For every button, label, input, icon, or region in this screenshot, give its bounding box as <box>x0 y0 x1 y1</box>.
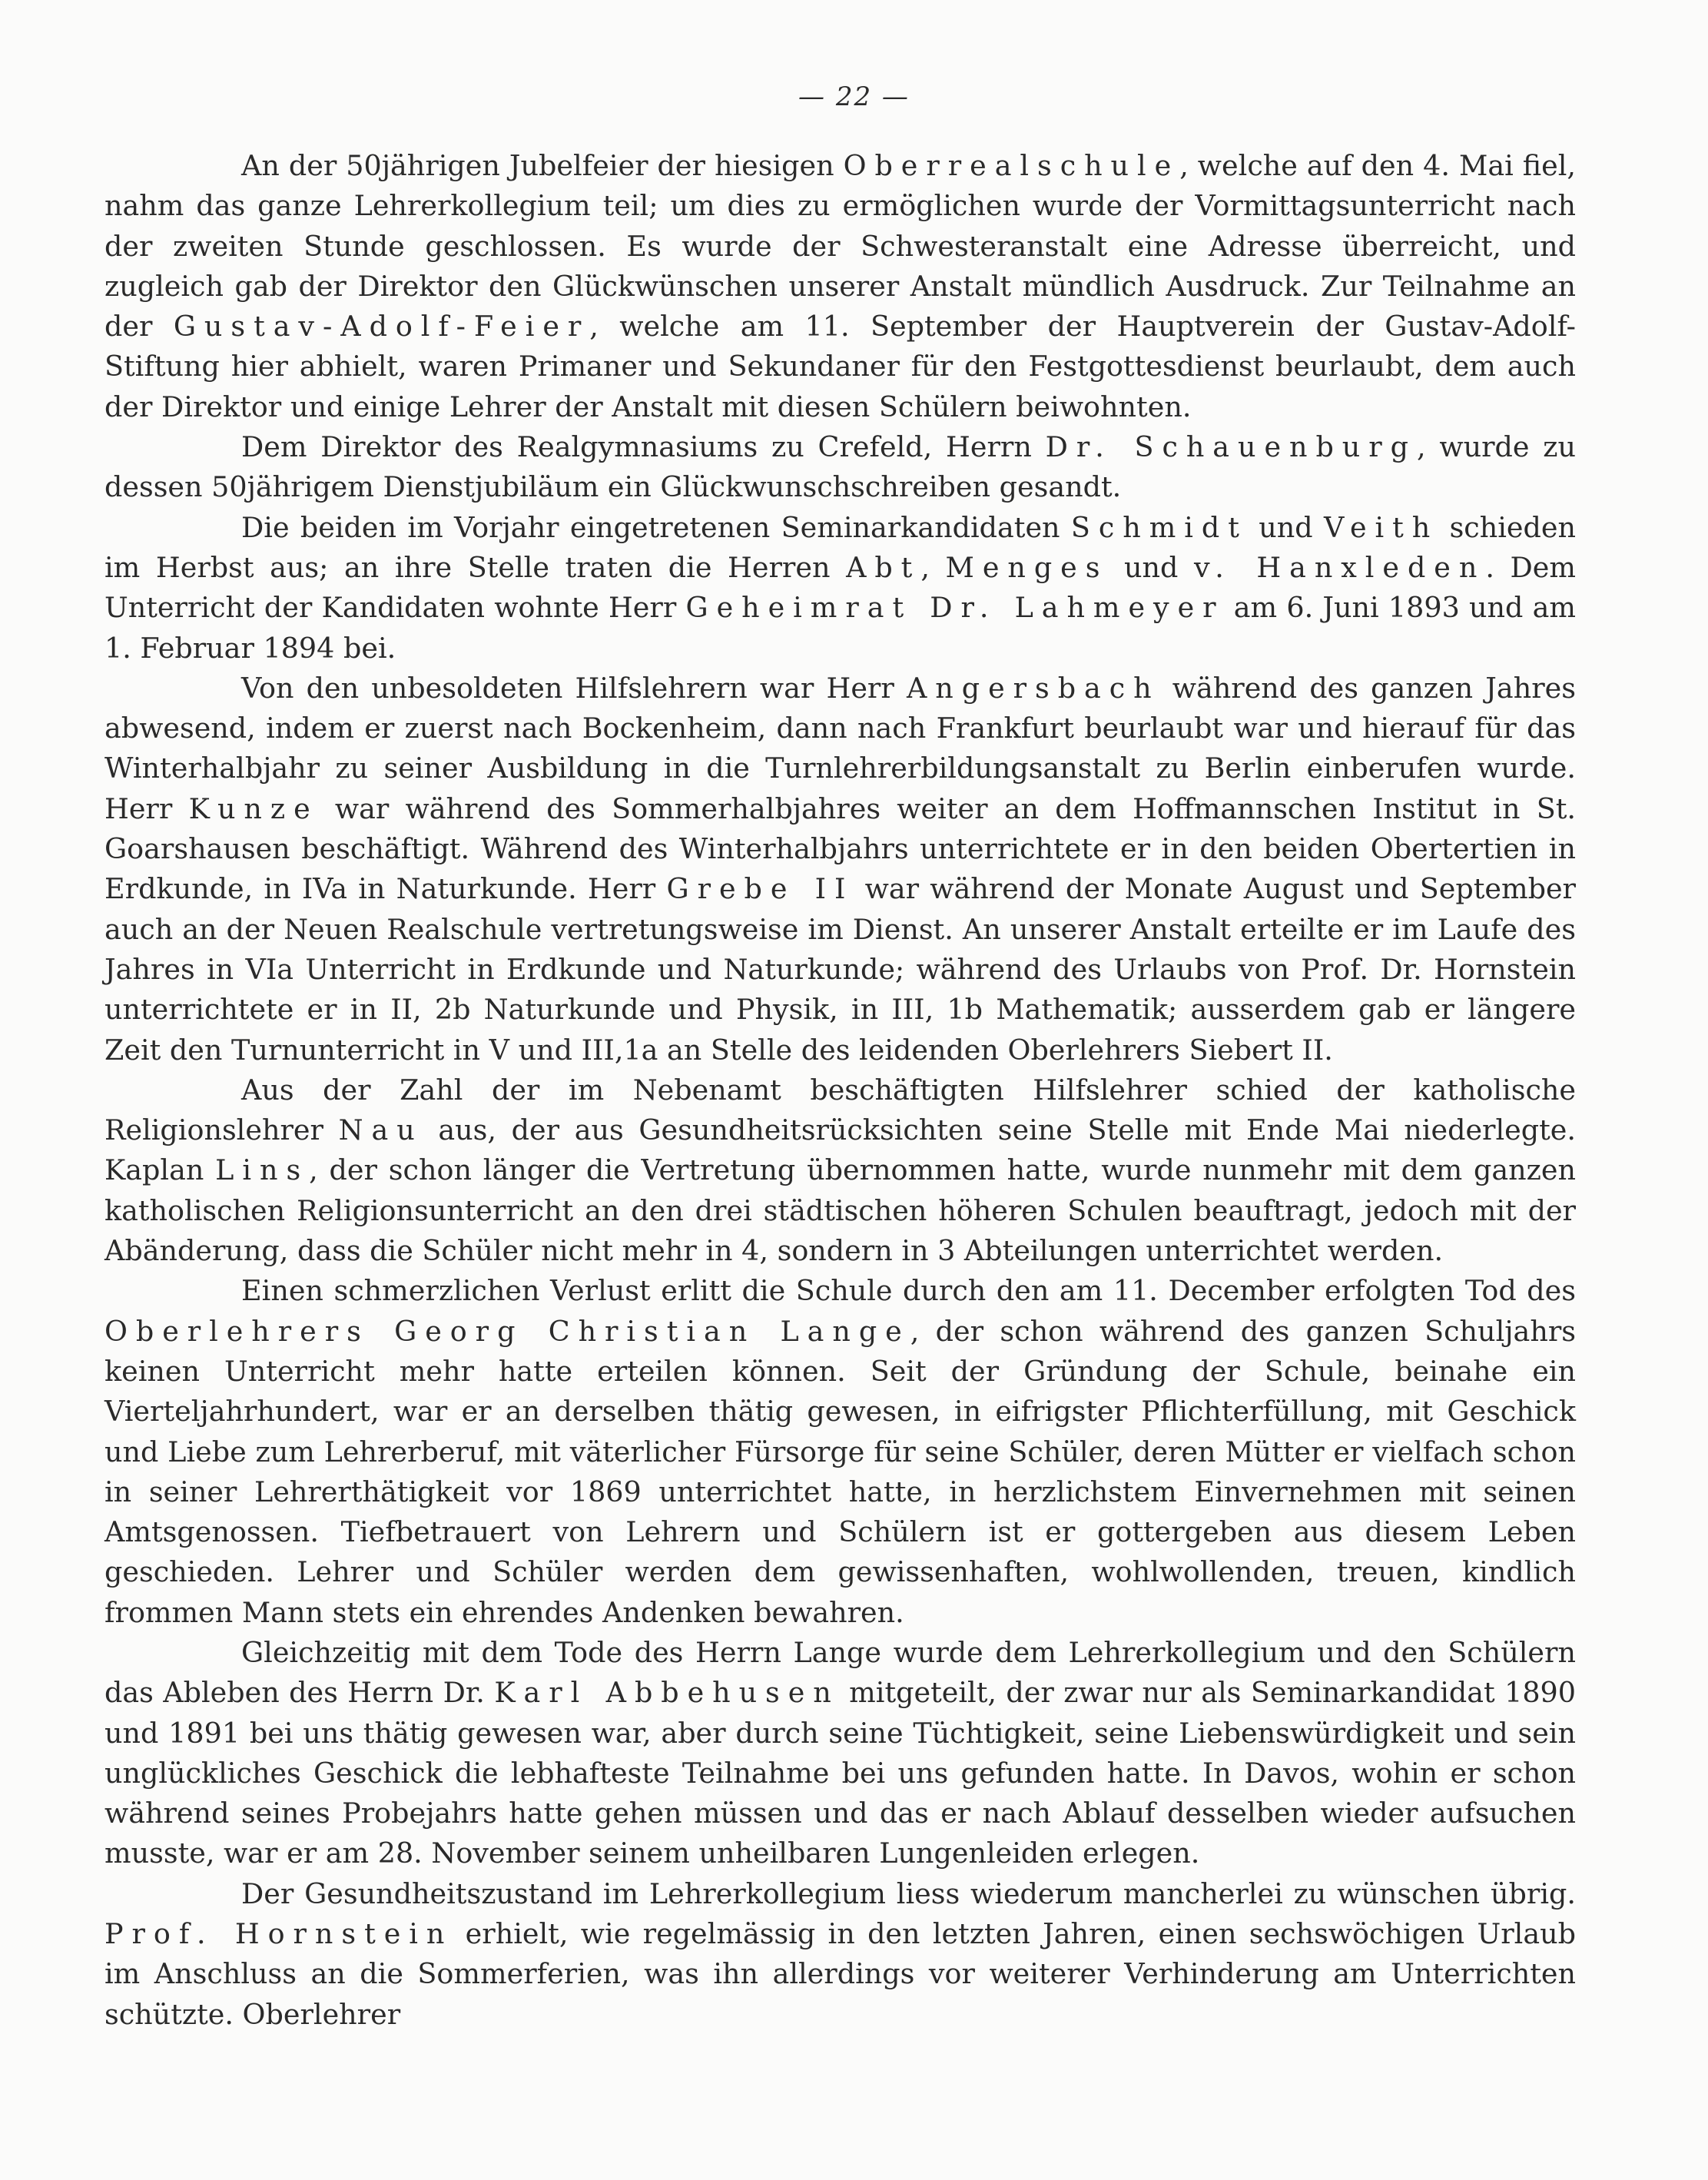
paragraph <box>104 427 1576 508</box>
text-segment: und <box>1247 510 1324 544</box>
text-segment: Der Gesundheitszustand im Lehrerkollegium liess wiederum mancherlei zu wünschen übrig. <box>241 1876 1576 1910</box>
paragraph <box>104 1633 1576 1874</box>
spaced-emphasis-text: Veith <box>1323 510 1439 544</box>
text-segment: erhielt, wie regelmässig in den letzten Jahren, einen sechswöchigen Urlaub im Anschluss an die Sommerferien, was ihn allerdings vor weiterer Verhinderung am Unterrichten schützte. Oberlehrer <box>104 1917 1576 2031</box>
text-segment: An der 50jährigen Jubelfeier der hiesigen <box>241 149 844 182</box>
text-segment: war während der Monate August und September auch an der Neuen Realschule vertretungsweise im Dienst. An unserer Anstalt erteilte er im Laufe des Jahres in VIa Unterricht in Erdkunde und Naturkunde; während des Urlaubs von Prof. Dr. Hornstein unterrichtete er in II, 2b Naturkunde und Physik, in III, 1b Mathematik; ausserdem gab er längere Zeit den Turnunterricht in V und III,1a an Stelle des leidenden Oberlehrers Siebert II. <box>104 872 1576 1067</box>
page-number: — 22 — <box>798 81 910 112</box>
text-segment: aus, der aus Gesundheitsrücksichten seine Stelle mit Ende Mai niederlegte. Kaplan <box>104 1113 1577 1187</box>
text-segment: , der schon während des ganzen Schuljahrs keinen Unterricht mehr hatte erteilen können. Seit der Gründung der Schule, beinahe ein Vierteljahrhundert, war er an derselben thätig gewesen, in eifrigster Pflichterfüllung, mit Geschick und Liebe zum Lehrerberuf, mit väterlicher Fürsorge für seine Schüler, deren Mütter er vielfach schon in seiner Lehrerthätigkeit vor 1869 unterrichtet hatte, in herzlichstem Einvernehmen mit seinen Amtsgenossen. Tiefbetrauert von Lehrern und Schülern ist er gottergeben aus diesem Leben geschieden. Lehrer und Schüler werden dem gewissenhaften, wohlwollenden, treuen, kindlich frommen Mann stets ein ehrendes Andenken bewahren. <box>104 1314 1577 1629</box>
text-segment: Aus der Zahl der im Nebenamt beschäftigten Hilfslehrer schied der katholische Religionslehrer <box>104 1073 1576 1147</box>
text-segment: war während des Sommerhalbjahres weiter an dem Hoffmannschen Institut in St. Goarshausen beschäftigt. Während des Winterhalbjahrs unterrichtete er in den beiden Obertertien in Erdkunde, in IVa in Naturkunde. Herr <box>104 791 1576 906</box>
paragraph <box>104 146 1576 427</box>
spaced-emphasis-text: Kunze <box>188 791 319 825</box>
spaced-emphasis-text: Oberrealschule <box>843 149 1180 182</box>
text-segment: schieden im Herbst aus; an ihre Stelle traten die Herren <box>104 510 1577 584</box>
text-segment: Von den unbesoldeten Hilfslehrern war Herr <box>241 671 907 705</box>
spaced-emphasis-text: Abt <box>846 550 921 584</box>
text-segment: , welche auf den 4. Mai fiel, nahm das ganze Lehrerkollegium teil; um dies zu ermöglichen wurde der Vormittagsunterricht nach der zweiten Stunde geschlossen. Es wurde der Schwesteranstalt eine Adresse überreicht, und zugleich gab der Direktor den Glückwünschen unserer Anstalt mündlich Ausdruck. Zur Teilnahme an der <box>104 149 1576 343</box>
spaced-emphasis-text: Grebe II <box>666 872 854 906</box>
paragraph <box>104 669 1576 1070</box>
spaced-emphasis-text: Prof. Hornstein <box>104 1917 453 1951</box>
text-segment: Dem Direktor des Realgymnasiums zu Crefeld, Herrn <box>241 430 1046 464</box>
spaced-emphasis-text: Dr. Schauenburg <box>1045 430 1417 464</box>
text-segment: , <box>920 550 946 584</box>
text-segment: und <box>1108 550 1194 584</box>
spaced-emphasis-text: Schmidt <box>1070 510 1248 544</box>
text-segment: am 6. Juni 1893 und am 1. Februar 1894 bei. <box>104 591 1576 665</box>
body-text <box>104 146 1576 2035</box>
text-segment: Gleichzeitig mit dem Tode des Herrn Lange wurde dem Lehrerkollegium und den Schülern das Ableben des Herrn Dr. <box>104 1635 1576 1710</box>
paragraph <box>104 1271 1576 1633</box>
text-segment: , welche am 11. September der Hauptverein der Gustav-Adolf-Stiftung hier abhielt, waren Primaner und Sekundaner für den Festgottesdienst beurlaubt, dem auch der Direktor und einige Lehrer der Anstalt mit diesen Schülern beiwohnten. <box>104 310 1576 423</box>
text-segment: Die beiden im Vorjahr eingetretenen Seminarkandidaten <box>241 510 1071 544</box>
spaced-emphasis-text: Angersbach <box>906 671 1160 705</box>
spaced-emphasis-text: Nau <box>338 1113 423 1147</box>
spaced-emphasis-text: v. Hanxleden <box>1193 550 1486 584</box>
spaced-emphasis-text: Geheimrat Dr. Lahmeyer <box>685 591 1225 625</box>
paragraph <box>104 1874 1576 2035</box>
text-segment: , wurde zu dessen 50jährigem Dienstjubiläum ein Glückwunschschreiben gesandt. <box>104 430 1576 504</box>
spaced-emphasis-text: Gustav-Adolf-Feier <box>173 310 590 343</box>
spaced-emphasis-text: Menges <box>945 550 1109 584</box>
text-segment: während des ganzen Jahres abwesend, indem er zuerst nach Bockenheim, dann nach Frankfurt beurlaubt war und hierauf für das Winterhalbjahr zu seiner Ausbildung in die Turnlehrerbildungsanstalt zu Berlin einberufen wurde. Herr <box>104 671 1576 825</box>
spaced-emphasis-text: Karl Abbehusen <box>494 1676 840 1710</box>
text-segment: . Dem Unterricht der Kandidaten wohnte Herr <box>104 550 1576 625</box>
paragraph <box>104 1070 1576 1271</box>
spaced-emphasis-text: Oberlehrers Georg Christian Lange <box>104 1314 910 1348</box>
text-segment: Einen schmerzlichen Verlust erlitt die Schule durch den am 11. December erfolgten Tod des <box>241 1274 1576 1308</box>
text-segment: , der schon länger die Vertretung übernommen hatte, wurde nunmehr mit dem ganzen katholischen Religionsunterricht an den drei städtischen höheren Schulen beauftragt, jedoch mit der Abänderung, dass die Schüler nicht mehr in 4, sondern in 3 Abteilungen unterrichtet werden. <box>104 1153 1576 1268</box>
spaced-emphasis-text: Lins <box>215 1153 310 1187</box>
text-segment: mitgeteilt, der zwar nur als Seminarkandidat 1890 und 1891 bei uns thätig gewesen war, aber durch seine Tüchtigkeit, seine Liebenswürdigkeit und sein unglückliches Geschick die lebhafteste Teilnahme bei uns gefunden hatte. In Davos, wohin er schon während seines Probejahrs hatte gehen müssen und das er nach Ablauf desselben wieder aufsuchen musste, war er am 28. November seinem unheilbaren Lungenleiden erlegen. <box>104 1676 1576 1870</box>
paragraph <box>104 508 1576 669</box>
